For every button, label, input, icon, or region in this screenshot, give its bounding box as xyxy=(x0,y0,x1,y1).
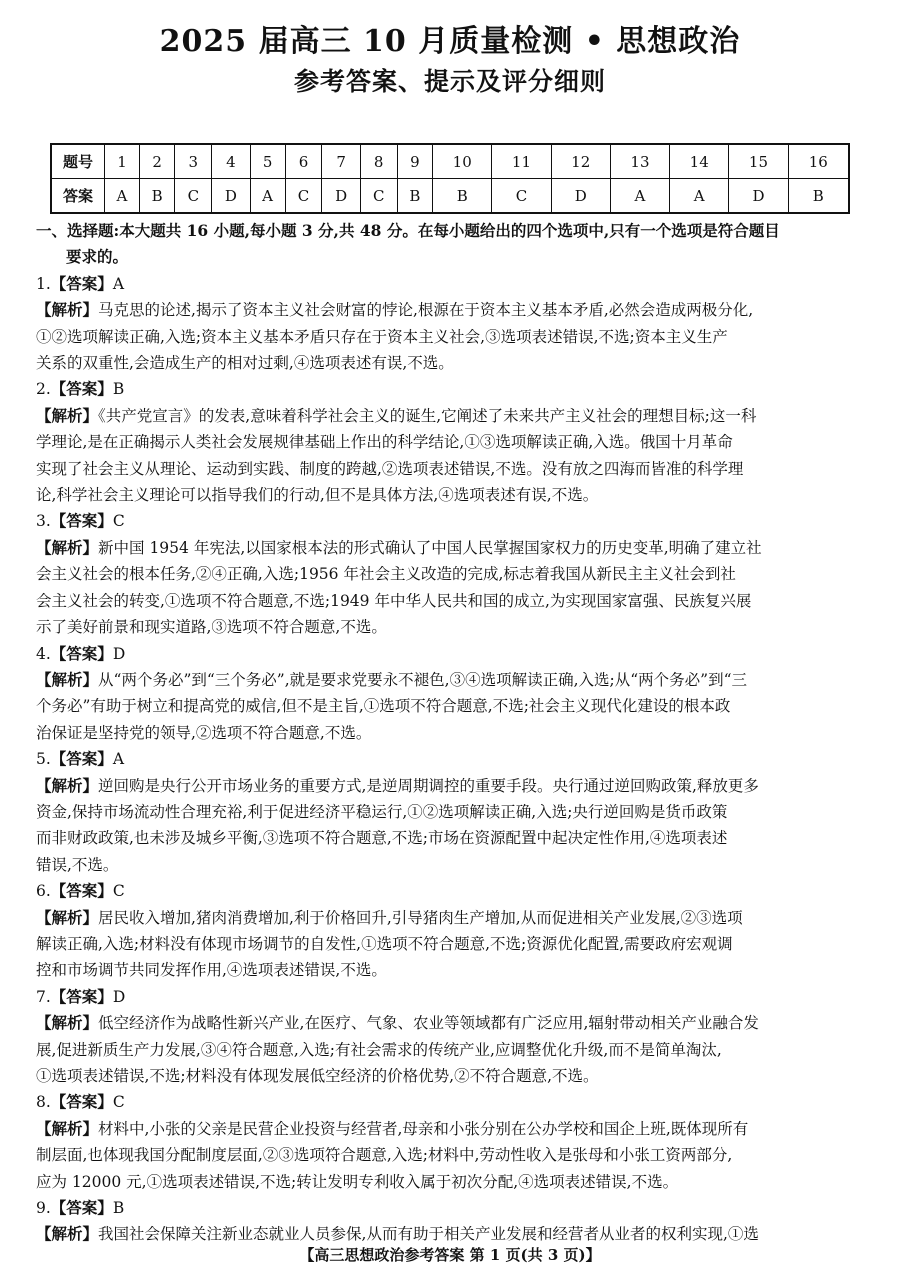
explanation-text: 资金,保持市场流动性合理充裕,利于促进经济平稳运行,①②选项解读正确,入选;央行逆回购是货币政策 xyxy=(36,802,728,821)
question-number: 8. xyxy=(36,1093,51,1112)
answer-line xyxy=(36,984,868,1010)
answer-line xyxy=(36,271,868,297)
explanation-tag: 【解析】 xyxy=(36,405,99,425)
explanation-line xyxy=(36,429,868,455)
question-number-cell: 13 xyxy=(610,144,669,179)
question-number-cell: 16 xyxy=(788,144,849,179)
answer-explanations xyxy=(36,218,868,1248)
explanation-text: 马克思的论述,揭示了资本主义社会财富的悖论,根源在于资本主义基本矛盾,必然会造成两极分化, xyxy=(98,301,754,320)
explanation-text: 个务必”有助于树立和提高党的威信,但不是主旨,①选项不符合题意,不选;社会主义现代化建设的根本政 xyxy=(36,697,731,716)
explanation-text: 制层面,也体现我国分配制度层面,②③选项符合题意,入选;材料中,劳动性收入是张母和小张工资两部分, xyxy=(36,1146,733,1165)
answer-label: 答案 xyxy=(51,179,105,214)
item-list xyxy=(36,271,868,1248)
explanation-line xyxy=(36,1142,868,1168)
explanation-text: 会主义社会的转变,①选项不符合题意,不选;1949 年中华人民共和国的成立,为实现国家富强、民族复兴展 xyxy=(36,591,752,610)
question-item xyxy=(36,984,868,1090)
answer-tag: 【答案】 xyxy=(50,379,113,399)
explanation-text: 新中国 1954 年宪法,以国家根本法的形式确认了中国人民掌握国家权力的历史变革,明确了建立社 xyxy=(98,538,762,557)
explanation-line xyxy=(36,905,868,931)
explanation-text: 论,科学社会主义理论可以指导我们的行动,但不是具体方法,④选项表述有误,不选。 xyxy=(36,486,599,505)
explanation-line xyxy=(36,957,868,983)
answer-tag: 【答案】 xyxy=(50,511,113,531)
answer-line xyxy=(36,746,868,772)
explanation-line xyxy=(36,720,868,746)
explanation-line xyxy=(36,825,868,851)
answer-value: C xyxy=(112,512,125,531)
explanation-text: 逆回购是央行公开市场业务的重要方式,是逆周期调控的重要手段。央行通过逆回购政策,释放更多 xyxy=(98,776,759,795)
answer-tag: 【答案】 xyxy=(50,1198,113,1218)
answer-tag: 【答案】 xyxy=(50,273,113,293)
page-footer: 【高三思想政治参考答案 第 1 页(共 3 页)】 xyxy=(299,1246,601,1264)
answer-cell: C xyxy=(285,179,322,214)
explanation-text: 关系的双重性,会造成生产的相对过剩,④选项表述有误,不选。 xyxy=(36,354,454,373)
explanation-tag: 【解析】 xyxy=(36,1013,99,1033)
explanation-line xyxy=(36,403,868,429)
question-number-cell: 10 xyxy=(433,144,492,179)
answer-cell: C xyxy=(175,179,212,214)
answer-cell: B xyxy=(788,179,849,214)
page-subtitle: 参考答案、提示及评分细则 xyxy=(293,67,606,96)
question-item xyxy=(36,508,868,640)
question-number-cell: 2 xyxy=(139,144,174,179)
explanation-line xyxy=(36,799,868,825)
answer-value: D xyxy=(112,987,126,1006)
answer-row xyxy=(51,179,849,214)
explanation-text: 示了美好前景和现实道路,③选项不符合题意,不选。 xyxy=(36,618,387,637)
explanation-text: ①②选项解读正确,入选;资本主义基本矛盾只存在于资本主义社会,③选项表述错误,不选;资本主义生产 xyxy=(36,327,728,346)
question-number-label: 题号 xyxy=(51,144,105,179)
explanation-line xyxy=(36,693,868,719)
explanation-line xyxy=(36,482,868,508)
question-number-cell: 3 xyxy=(175,144,212,179)
answer-cell: A xyxy=(670,179,729,214)
answer-cell: D xyxy=(322,179,360,214)
explanation-text: 展,促进新质生产力发展,③④符合题意,入选;有社会需求的传统产业,应调整优化升级,而不是简单淘汰, xyxy=(36,1040,722,1059)
answer-cell: D xyxy=(212,179,250,214)
explanation-text: 实现了社会主义从理论、运动到实践、制度的跨越,②选项表述错误,不选。没有放之四海而皆准的科学理 xyxy=(36,459,744,478)
question-number: 5. xyxy=(36,750,51,769)
explanation-line xyxy=(36,1169,868,1195)
explanation-line xyxy=(36,1063,868,1089)
explanation-text: 材料中,小张的父亲是民营企业投资与经营者,母亲和小张分别在公办学校和国企上班,既体现所有 xyxy=(98,1119,749,1138)
answer-cell: B xyxy=(139,179,174,214)
question-item xyxy=(36,641,868,747)
question-number-cell: 15 xyxy=(729,144,788,179)
explanation-text: 解读正确,入选;材料没有体现市场调节的自发性,①选项不符合题意,不选;资源优化配置,需要政府宏观调 xyxy=(36,934,733,953)
question-number-cell: 5 xyxy=(250,144,285,179)
explanation-line xyxy=(36,614,868,640)
question-number-cell: 12 xyxy=(551,144,610,179)
answer-line xyxy=(36,376,868,402)
question-item xyxy=(36,376,868,508)
answer-line xyxy=(36,878,868,904)
explanation-text: 《共产党宣言》的发表,意味着科学社会主义的诞生,它阐述了未来共产主义社会的理想目标;这一科 xyxy=(98,406,757,425)
explanation-line xyxy=(36,773,868,799)
answer-table xyxy=(50,143,850,214)
question-number-cell: 9 xyxy=(397,144,432,179)
question-number-cell: 11 xyxy=(492,144,551,179)
answer-value: A xyxy=(112,750,125,769)
answer-cell: C xyxy=(360,179,397,214)
answer-line xyxy=(36,1195,868,1221)
question-item xyxy=(36,878,868,984)
explanation-text: ①选项表述错误,不选;材料没有体现发展低空经济的价格优势,②不符合题意,不选。 xyxy=(36,1067,599,1085)
explanation-text: 从“两个务必”到“三个务必”,就是要求党要永不褪色,③④选项解读正确,入选;从“两个务必”到“三 xyxy=(98,670,747,689)
answer-value: B xyxy=(112,380,125,399)
question-number-row xyxy=(51,144,849,179)
explanation-tag: 【解析】 xyxy=(36,537,99,557)
explanation-tag: 【解析】 xyxy=(36,1224,99,1244)
question-number: 7. xyxy=(36,987,51,1006)
question-number-cell: 6 xyxy=(285,144,322,179)
answer-cell: A xyxy=(250,179,285,214)
answer-cell: B xyxy=(397,179,432,214)
answer-tag: 【答案】 xyxy=(50,1092,113,1112)
explanation-tag: 【解析】 xyxy=(36,907,99,927)
explanation-text: 应为 12000 元,①选项表述错误,不选;转让发明专利收入属于初次分配,④选项表述错误,不选。 xyxy=(36,1172,679,1191)
question-item xyxy=(36,271,868,377)
question-number: 3. xyxy=(36,512,51,531)
explanation-line xyxy=(36,456,868,482)
explanation-text: 低空经济作为战略性新兴产业,在医疗、气象、农业等领域都有广泛应用,辐射带动相关产业融合发 xyxy=(98,1014,759,1033)
question-number: 9. xyxy=(36,1199,51,1218)
answer-value: D xyxy=(112,644,126,663)
question-number-cell: 7 xyxy=(322,144,360,179)
question-number: 4. xyxy=(36,644,51,663)
explanation-line xyxy=(36,350,868,376)
explanation-tag: 【解析】 xyxy=(36,1118,99,1138)
answer-cell: D xyxy=(551,179,610,214)
explanation-text: 我国社会保障关注新业态就业人员参保,从而有助于相关产业发展和经营者从业者的权利实现,①选 xyxy=(98,1225,759,1244)
page-title: 2025 届高三 10 月质量检测 • 思想政治 xyxy=(159,24,741,59)
answer-tag: 【答案】 xyxy=(50,881,113,901)
answer-line xyxy=(36,508,868,534)
explanation-line xyxy=(36,1116,868,1142)
answer-value: A xyxy=(112,274,125,293)
section-intro xyxy=(36,218,868,271)
answer-cell: A xyxy=(105,179,140,214)
explanation-tag: 【解析】 xyxy=(36,300,99,320)
explanation-line xyxy=(36,535,868,561)
explanation-text: 控和市场调节共同发挥作用,④选项表述错误,不选。 xyxy=(36,961,387,980)
explanation-line xyxy=(36,667,868,693)
explanation-line xyxy=(36,931,868,957)
answer-value: B xyxy=(112,1199,125,1218)
answer-tag: 【答案】 xyxy=(50,986,113,1006)
explanation-tag: 【解析】 xyxy=(36,775,99,795)
answer-line xyxy=(36,641,868,667)
answer-cell: C xyxy=(492,179,551,214)
answer-cell: B xyxy=(433,179,492,214)
section-intro-line1: 一、选择题:本大题共 16 小题,每小题 3 分,共 48 分。在每小题给出的四个选项中,只有一个选项是符合题目 xyxy=(36,221,780,240)
question-number-cell: 8 xyxy=(360,144,397,179)
explanation-text: 会主义社会的根本任务,②④正确,入选;1956 年社会主义改造的完成,标志着我国从新民主主义社会到社 xyxy=(36,565,736,584)
explanation-tag: 【解析】 xyxy=(36,669,99,689)
explanation-text: 治保证是坚持党的领导,②选项不符合题意,不选。 xyxy=(36,723,372,742)
question-number: 6. xyxy=(36,882,51,901)
explanation-line xyxy=(36,1037,868,1063)
question-number-cell: 1 xyxy=(105,144,140,179)
explanation-line xyxy=(36,852,868,878)
explanation-line xyxy=(36,324,868,350)
answer-tag: 【答案】 xyxy=(50,643,113,663)
explanation-text: 学理论,是在正确揭示人类社会发展规律基础上作出的科学结论,①③选项解读正确,入选。俄国十月革命 xyxy=(36,433,733,452)
question-number: 1. xyxy=(36,274,51,293)
section-intro-line2: 要求的。 xyxy=(66,247,129,267)
question-number-cell: 14 xyxy=(670,144,729,179)
explanation-line xyxy=(36,588,868,614)
question-item xyxy=(36,746,868,878)
explanation-line xyxy=(36,1010,868,1036)
explanation-text: 错误,不选。 xyxy=(36,855,119,874)
question-number-cell: 4 xyxy=(212,144,250,179)
answer-cell: A xyxy=(610,179,669,214)
question-item xyxy=(36,1195,868,1248)
explanation-text: 居民收入增加,猪肉消费增加,利于价格回升,引导猪肉生产增加,从而促进相关产业发展,②③选项 xyxy=(98,908,743,927)
question-item xyxy=(36,1089,868,1195)
answer-value: C xyxy=(112,882,125,901)
question-number: 2. xyxy=(36,380,51,399)
answer-cell: D xyxy=(729,179,788,214)
explanation-line xyxy=(36,297,868,323)
explanation-line xyxy=(36,561,868,587)
answer-value: C xyxy=(112,1093,125,1112)
answer-tag: 【答案】 xyxy=(50,749,113,769)
explanation-text: 而非财政政策,也未涉及城乡平衡,③选项不符合题意,不选;市场在资源配置中起决定性作用,④选项表述 xyxy=(36,829,728,848)
answer-line xyxy=(36,1089,868,1115)
